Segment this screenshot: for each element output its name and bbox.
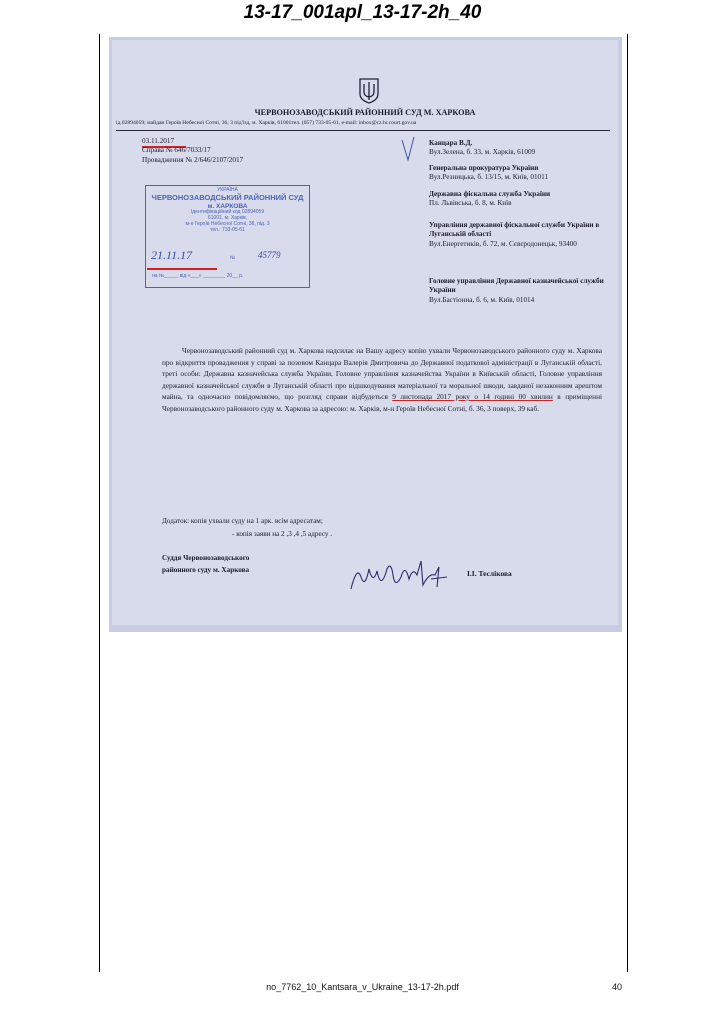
letter-date: 03.11.2017 <box>142 137 175 145</box>
recipient-block <box>429 139 614 158</box>
stamp-number-label: № <box>230 255 236 261</box>
right-margin-line <box>627 34 628 972</box>
body-text: Червонозаводський районний суд м. Харкова надсилає на Вашу адресу копію ухвали Червонозаводського районного суду м. Харкова про відкриття провадження у справі за позовом Канцара Валерія Дмитровича до Державної податкової адміністрації в Луганській області, треті особи: Державна казначейська служба України, Головне управління казначейства України в Київській області, Головне управління державної казначейської служби в Луганській області про відшкодування матеріальної та моральної шкоди, завданої незаконним арештом майна, та одночасно повідомляємо, що розгляд справи відбудеться <box>162 346 602 401</box>
header-separator <box>116 130 610 131</box>
stamp-handwritten-number: 45779 <box>258 250 281 260</box>
judge-title: районного суду м. Харкова <box>162 566 250 574</box>
recipient-name: Генеральна прокуратура України <box>429 164 539 172</box>
court-address: ід.02894059; майдан Героїв Небесної Сотні, 36, 3 під'їзд, м. Харків, 61001тел. (057) 733-05-61, e-mail: inbox@cz.hr.court.gov.ua <box>116 120 417 126</box>
attachment-line: - копія заяви на 2 ,3 ,4 ,5 адресу . <box>232 530 333 538</box>
judge-signature <box>347 555 451 595</box>
recipient-address: Вул.Резницька, б. 13/15, м. Київ, 01011 <box>429 173 549 182</box>
stamp-handwritten-date: 21.11.17 <box>151 248 193 262</box>
stamp-line-country: УКРАЇНА <box>217 187 238 193</box>
left-margin-line <box>99 34 100 972</box>
letter-paper <box>112 40 618 625</box>
stamp-bottom-row: на №_____ від «___» ________ 20__ р. <box>152 273 244 279</box>
page-header-title: 13-17_001apl_13-17-2h_40 <box>243 2 482 23</box>
stamp-line-phone: тел.: 733-05-61 <box>210 227 245 234</box>
recipient-address: Вул.Зелена, б. 33, м. Харків, 61009 <box>429 148 536 157</box>
recipient-name: Державна фіскальна служба України <box>429 190 551 198</box>
recipient-block <box>429 190 614 209</box>
letter-body <box>162 345 602 414</box>
ukraine-trident-emblem <box>358 76 380 104</box>
hearing-date-highlight: 9 листопада 2017 року о 14 годині 00 хвилин <box>392 392 553 401</box>
footer-filename: no_7762_10_Kantsara_v_Ukraine_13-17-2h.pdf <box>266 982 459 992</box>
judge-name: І.І. Теслікова <box>467 569 512 578</box>
scanned-letter <box>109 37 622 632</box>
stamp-line-postcode: 61001, м. Харків, <box>207 215 248 222</box>
recipient-block <box>429 221 614 249</box>
recipient-address: Вул.Бастіонна, б. 6, м. Київ, 01014 <box>429 295 535 304</box>
case-number: Справа № 646/7033/17 <box>142 146 211 154</box>
recipient-block <box>429 277 614 305</box>
proceeding-number: Провадження № 2/646/2107/2017 <box>142 156 244 164</box>
footer-page-number: 40 <box>612 982 623 992</box>
recipient-name: Канцара В.Д. <box>429 139 473 147</box>
stamp-line-street: м-н Героїв Небесної Сотні, 36, під. 3 <box>185 221 270 228</box>
judge-title: Суддя Червонозаводського <box>162 554 250 562</box>
registration-stamp <box>145 185 310 288</box>
body-text-end: в приміщенні Червонозаводського районного суду м. Харкова за адресою: м. Харків, м-н Героїв Небесної Сотні, б. 36, 3 поверх, 39 каб. <box>162 392 602 413</box>
recipient-address: Вул.Енергетиків, б. 72, м. Сєвєродонецьк, 93400 <box>429 239 577 248</box>
handwritten-check-mark <box>401 136 415 162</box>
recipient-name: Головне управління Державної казначейської служби України <box>429 277 604 295</box>
attachment-line: Додаток: копія ухвали суду на 1 арк. всім адресатам; <box>162 517 323 525</box>
stamp-red-underline <box>147 268 217 270</box>
recipient-name: Управління державної фіскальної служби України в Луганській області <box>429 221 600 239</box>
stamp-line-city: м. ХАРКОВА <box>207 202 248 210</box>
recipient-address: Пл. Львівська, б. 8, м. Київ <box>429 199 512 208</box>
recipient-block <box>429 164 614 183</box>
court-name: ЧЕРВОНОЗАВОДСЬКИЙ РАЙОННИЙ СУД М. ХАРКОВА <box>254 108 476 117</box>
stamp-line-code: Ідентифікаційний код 02894059 <box>190 209 265 216</box>
stamp-line-court: ЧЕРВОНОЗАВОДСЬКИЙ РАЙОННИЙ СУД <box>151 192 304 202</box>
